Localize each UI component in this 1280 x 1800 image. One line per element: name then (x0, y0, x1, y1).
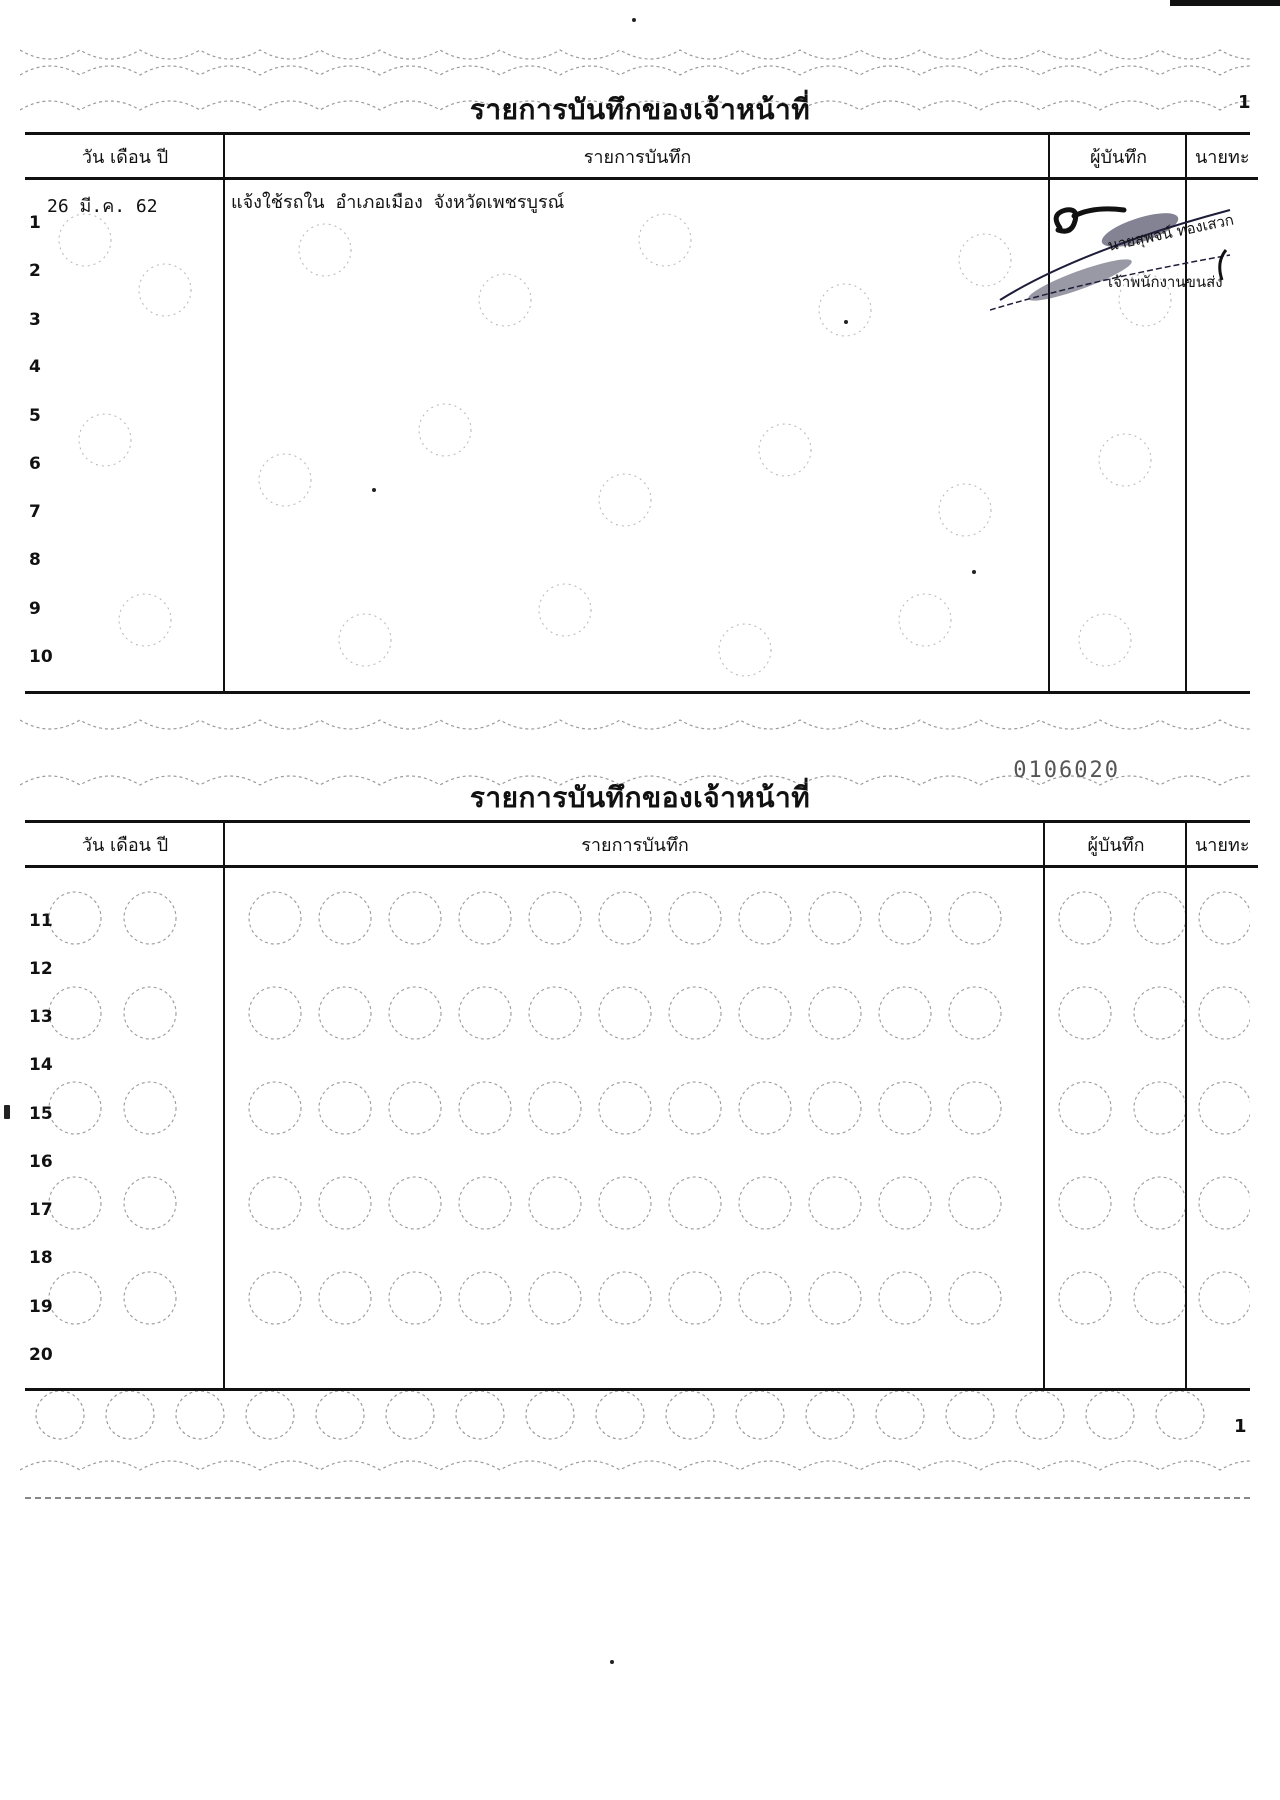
header-recorder: ผู้บันทึก (1050, 135, 1187, 180)
header-record: รายการบันทึก (225, 135, 1050, 180)
entry-date: 26 มี.ค. 62 (47, 196, 158, 217)
row-number: 16 (29, 1152, 53, 1172)
top-page-number: 1 (1238, 92, 1251, 113)
table2-divider-record (1043, 823, 1045, 1388)
section2-title: รายการบันทึกของเจ้าหน้าที่ (469, 781, 811, 814)
stamp-title: เจ้าพนักงานขนส่ง (1108, 273, 1223, 291)
row-number: 12 (29, 959, 53, 979)
header-registrar: นายทะ (1187, 823, 1258, 868)
row-number: 7 (29, 502, 41, 522)
scan-speck (844, 320, 848, 324)
record-table-2 (25, 820, 1250, 1391)
row-number: 3 (29, 310, 41, 330)
header-recorder: ผู้บันทึก (1045, 823, 1187, 868)
row-number: 11 (29, 911, 53, 931)
official-stamp (990, 190, 1250, 340)
row-number: 1 (29, 213, 41, 233)
serial-number: 0106020 (1013, 758, 1120, 783)
header-date: วัน เดือน ปี (25, 135, 225, 180)
row-number: 20 (29, 1345, 53, 1365)
row-number: 18 (29, 1248, 53, 1268)
row-number: 13 (29, 1007, 53, 1027)
header-date: วัน เดือน ปี (25, 823, 225, 868)
row-number: 9 (29, 599, 41, 619)
row-number: 17 (29, 1200, 53, 1220)
scan-speck (4, 1105, 10, 1119)
table1-divider-date (223, 135, 225, 691)
header-record: รายการบันทึก (225, 823, 1045, 868)
table2-background-pattern (25, 868, 1250, 1383)
scan-speck (372, 488, 376, 492)
stamp-name: นายสุพจน์ ทองเสวก (1106, 210, 1236, 255)
scan-speck (972, 570, 976, 574)
section1-title: รายการบันทึกของเจ้าหน้าที่ (469, 93, 811, 126)
table2-divider-recorder (1185, 823, 1187, 1388)
security-pattern-bottom (20, 1385, 1250, 1495)
row-number: 10 (29, 647, 53, 667)
mid-page-number: 1 (1234, 1416, 1247, 1437)
entry-text: แจ้งใช้รถใน อำเภอเมือง จังหวัดเพชรบูรณ์ (231, 192, 565, 213)
scan-speck (610, 1660, 614, 1664)
row-number: 15 (29, 1104, 53, 1124)
row-number: 6 (29, 454, 41, 474)
bottom-rule (25, 1497, 1250, 1499)
row-number: 8 (29, 550, 41, 570)
row-number: 2 (29, 261, 41, 281)
row-number: 5 (29, 406, 41, 426)
row-number: 19 (29, 1297, 53, 1317)
row-number: 14 (29, 1055, 53, 1075)
scan-corner-mark (1170, 0, 1280, 6)
row-number: 4 (29, 357, 41, 377)
table2-divider-date (223, 823, 225, 1388)
scan-speck (632, 18, 636, 22)
header-registrar: นายทะ (1187, 135, 1258, 180)
